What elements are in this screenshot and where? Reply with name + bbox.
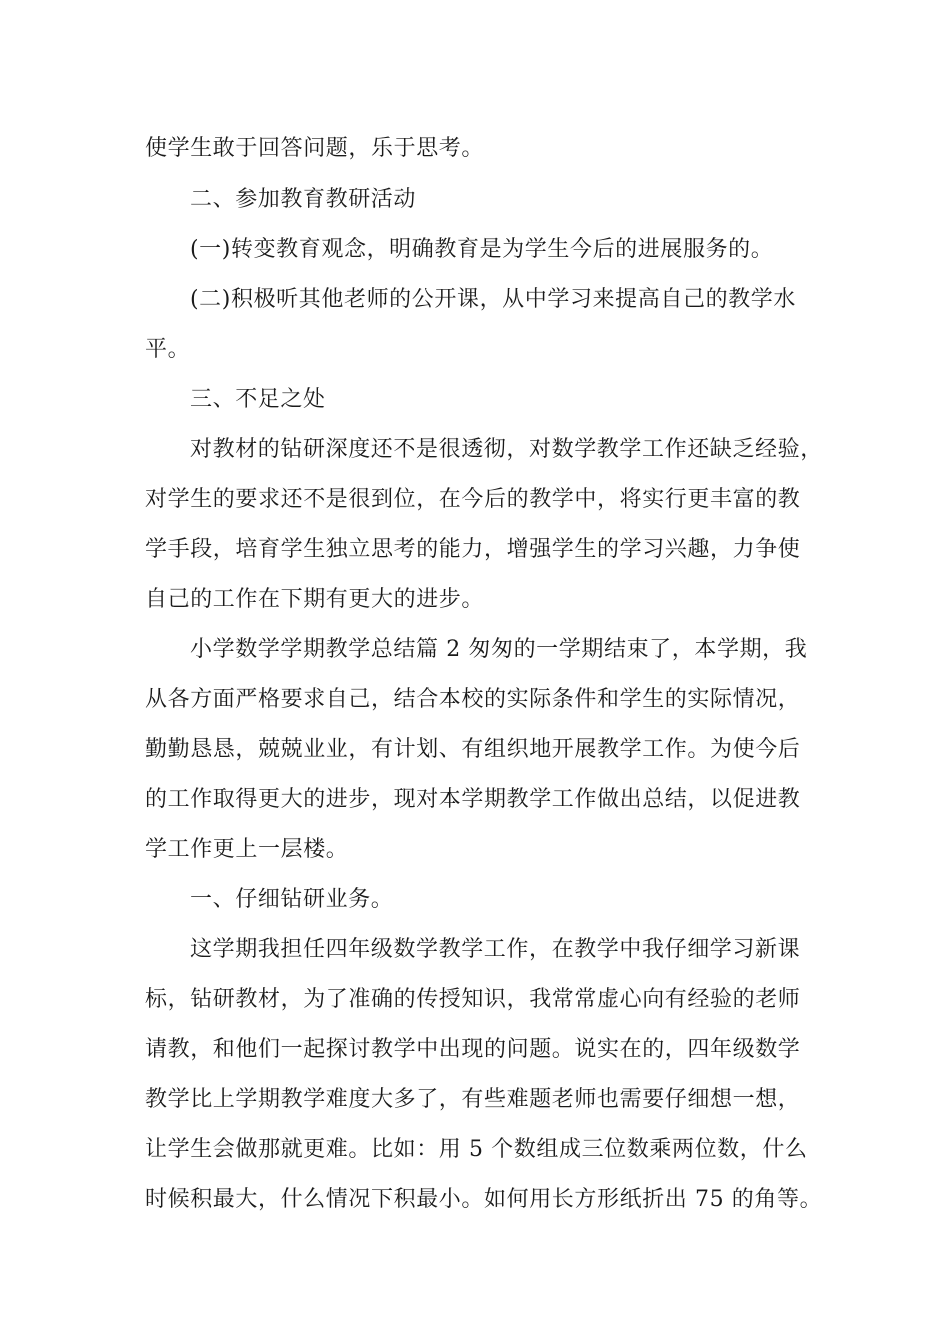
text-line: 这学期我担任四年级数学教学工作，在教学中我仔细学习新课 (190, 937, 801, 962)
section-heading: 一、仔细钻研业务。 (190, 887, 394, 912)
text-line: (一)转变教育观念，明确教育是为学生今后的进展服务的。 (190, 237, 774, 262)
text-line: 对教材的钻研深度还不是很透彻，对数学教学工作还缺乏经验， (190, 437, 823, 462)
text-line: 勤勤恳恳，兢兢业业，有计划、有组织地开展教学工作。为使今后 (145, 737, 801, 762)
section-heading: 三、不足之处 (190, 387, 326, 412)
text-line: 从各方面严格要求自己，结合本校的实际条件和学生的实际情况， (145, 687, 801, 712)
text-line: 标，钻研教材，为了准确的传授知识，我常常虚心向有经验的老师 (145, 987, 801, 1012)
text-line: 平。 (145, 337, 191, 362)
text-line: 让学生会做那就更难。比如：用 5 个数组成三位数乘两位数，什么 (145, 1137, 808, 1162)
text-line: 学工作更上一层楼。 (145, 837, 349, 862)
text-line: 小学数学学期教学总结篇 2 匆匆的一学期结束了，本学期，我 (190, 637, 808, 662)
section-heading: 二、参加教育教研活动 (190, 187, 417, 212)
text-line: 时候积最大，什么情况下积最小。如何用长方形纸折出 75 的角等。 (145, 1187, 823, 1212)
text-line: 自己的工作在下期有更大的进步。 (145, 587, 485, 612)
text-line: 请教，和他们一起探讨教学中出现的问题。说实在的，四年级数学 (145, 1037, 801, 1062)
text-line: 学手段，培育学生独立思考的能力，增强学生的学习兴趣，力争使 (145, 537, 801, 562)
text-line: 对学生的要求还不是很到位，在今后的教学中，将实行更丰富的教 (145, 487, 801, 512)
text-line: 的工作取得更大的进步，现对本学期教学工作做出总结，以促进教 (145, 787, 801, 812)
text-line: (二)积极听其他老师的公开课，从中学习来提高自己的教学水 (190, 287, 796, 312)
text-line: 使学生敢于回答问题，乐于思考。 (145, 136, 485, 161)
text-line: 教学比上学期教学难度大多了，有些难题老师也需要仔细想一想， (145, 1087, 801, 1112)
